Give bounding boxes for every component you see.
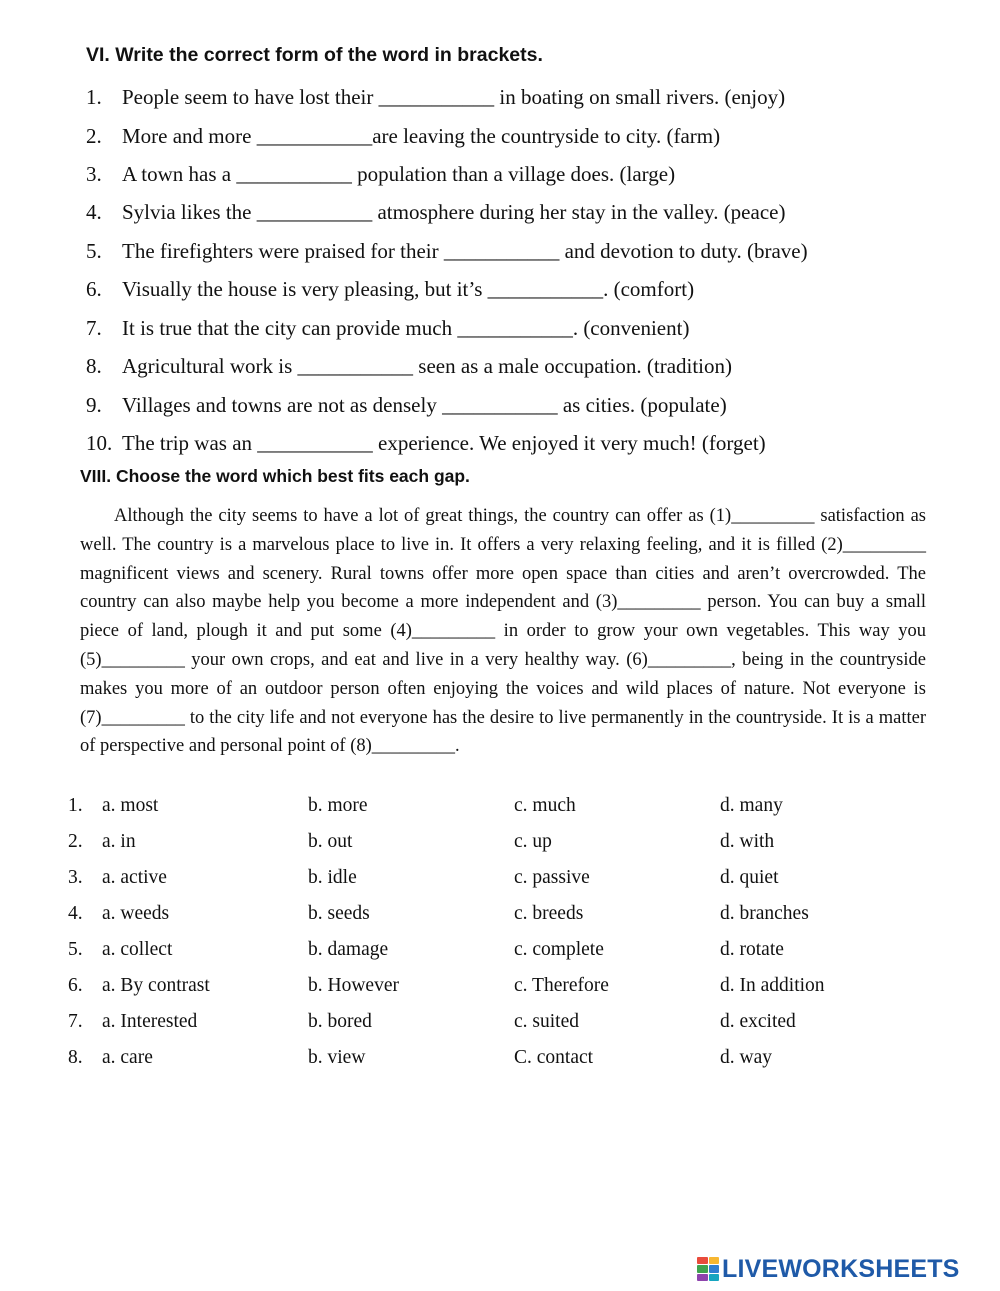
section-8-heading: VIII. Choose the word which best fits each gap. <box>80 466 470 486</box>
option-b: b. more <box>308 795 368 816</box>
cloze-passage <box>80 502 926 761</box>
question-number: 6. <box>86 277 102 301</box>
option-d: d. with <box>720 831 775 852</box>
section-6-heading: VI. Write the correct form of the word in brackets. <box>86 44 543 66</box>
option-a: a. weeds <box>102 903 170 924</box>
option-c: c. much <box>514 795 576 816</box>
option-number: 6. <box>68 975 83 996</box>
cloze-passage-text: Although the city seems to have a lot of great things, the country can offer as (1)_________ satisfaction as well. The country is a marvelous place to live in. It offers a very relaxing feeling, and it is filled (2)_________ magnificent views and scenery. Rural towns offer more open space than cities and aren’t overcrowded. The country can also maybe help you become a more independent and (3)_________ person. You can buy a small piece of land, plough it and put some (4)_________ in order to grow your own vegetables. This way you (5)_________ your own crops, and eat and live in a very healthy way. (6)_________, being in the countryside makes you more of an outdoor person often enjoying the voices and wild places of nature. Not everyone is (7)_________ to the city life and not everyone has the desire to live permanently in the countryside. It is a matter of perspective and personal point of (8)_________. <box>80 506 926 757</box>
option-b: b. out <box>308 831 353 852</box>
question-text: The firefighters were praised for their ___________ and devotion to duty. (brave) <box>122 239 808 263</box>
question-text: It is true that the city can provide much ___________. (convenient) <box>122 316 690 340</box>
option-number: 8. <box>68 1047 83 1068</box>
option-a: a. collect <box>102 939 173 960</box>
question-item <box>86 238 808 264</box>
question-number: 7. <box>86 316 102 340</box>
option-d: d. way <box>720 1047 772 1068</box>
question-item <box>86 315 689 341</box>
question-number: 2. <box>86 124 102 148</box>
option-d: d. branches <box>720 903 809 924</box>
question-number: 10. <box>86 431 113 455</box>
question-item <box>86 199 785 225</box>
option-b: b. seeds <box>308 903 370 924</box>
option-b: b. damage <box>308 939 389 960</box>
question-text: People seem to have lost their ___________ in boating on small rivers. (enjoy) <box>122 85 786 109</box>
option-c: c. Therefore <box>514 975 609 996</box>
option-d: d. excited <box>720 1011 796 1032</box>
option-c: C. contact <box>514 1047 594 1068</box>
option-d: d. many <box>720 795 783 816</box>
question-item <box>86 353 732 379</box>
question-number: 8. <box>86 354 102 378</box>
option-number: 1. <box>68 795 83 816</box>
option-c: c. up <box>514 831 552 852</box>
option-d: d. quiet <box>720 867 779 888</box>
question-number: 9. <box>86 393 102 417</box>
option-b: b. However <box>308 975 399 996</box>
question-item <box>86 430 766 456</box>
option-d: d. rotate <box>720 939 784 960</box>
question-text: More and more ___________are leaving the countryside to city. (farm) <box>122 124 721 148</box>
question-item <box>86 392 727 418</box>
logo-block <box>697 1265 708 1272</box>
option-a: a. most <box>102 795 159 816</box>
question-number: 1. <box>86 85 102 109</box>
option-number: 7. <box>68 1011 83 1032</box>
question-text: The trip was an ___________ experience. We enjoyed it very much! (forget) <box>122 431 766 455</box>
question-item <box>86 84 785 110</box>
logo-block <box>697 1274 708 1281</box>
logo-block <box>709 1265 720 1272</box>
option-a: a. care <box>102 1047 153 1068</box>
option-c: c. breeds <box>514 903 584 924</box>
logo-block <box>697 1257 708 1264</box>
question-number: 4. <box>86 200 102 224</box>
liveworksheets-logo-icon <box>697 1257 719 1281</box>
option-c: c. complete <box>514 939 604 960</box>
option-a: a. active <box>102 867 167 888</box>
logo-text: LIVEWORKSHEETS <box>722 1254 960 1283</box>
option-b: b. idle <box>308 867 357 888</box>
option-c: c. passive <box>514 867 590 888</box>
question-number: 5. <box>86 239 102 263</box>
question-text: A town has a ___________ population than a village does. (large) <box>122 162 676 186</box>
option-b: b. view <box>308 1047 366 1068</box>
question-item <box>86 276 694 302</box>
option-a: a. in <box>102 831 136 852</box>
logo-block <box>709 1257 720 1264</box>
question-item <box>86 123 720 149</box>
option-number: 2. <box>68 831 83 852</box>
option-number: 3. <box>68 867 83 888</box>
question-text: Agricultural work is ___________ seen as a male occupation. (tradition) <box>122 354 733 378</box>
option-c: c. suited <box>514 1011 579 1032</box>
logo-block <box>709 1274 720 1281</box>
question-text: Sylvia likes the ___________ atmosphere during her stay in the valley. (peace) <box>122 200 786 224</box>
option-number: 4. <box>68 903 83 924</box>
liveworksheets-logo <box>697 1254 960 1284</box>
option-a: a. Interested <box>102 1011 198 1032</box>
question-text: Visually the house is very pleasing, but it’s ___________. (comfort) <box>122 277 695 301</box>
question-text: Villages and towns are not as densely ___________ as cities. (populate) <box>122 393 727 417</box>
question-item <box>86 161 675 187</box>
question-number: 3. <box>86 162 102 186</box>
option-b: b. bored <box>308 1011 372 1032</box>
option-a: a. By contrast <box>102 975 210 996</box>
option-number: 5. <box>68 939 83 960</box>
option-d: d. In addition <box>720 975 825 996</box>
